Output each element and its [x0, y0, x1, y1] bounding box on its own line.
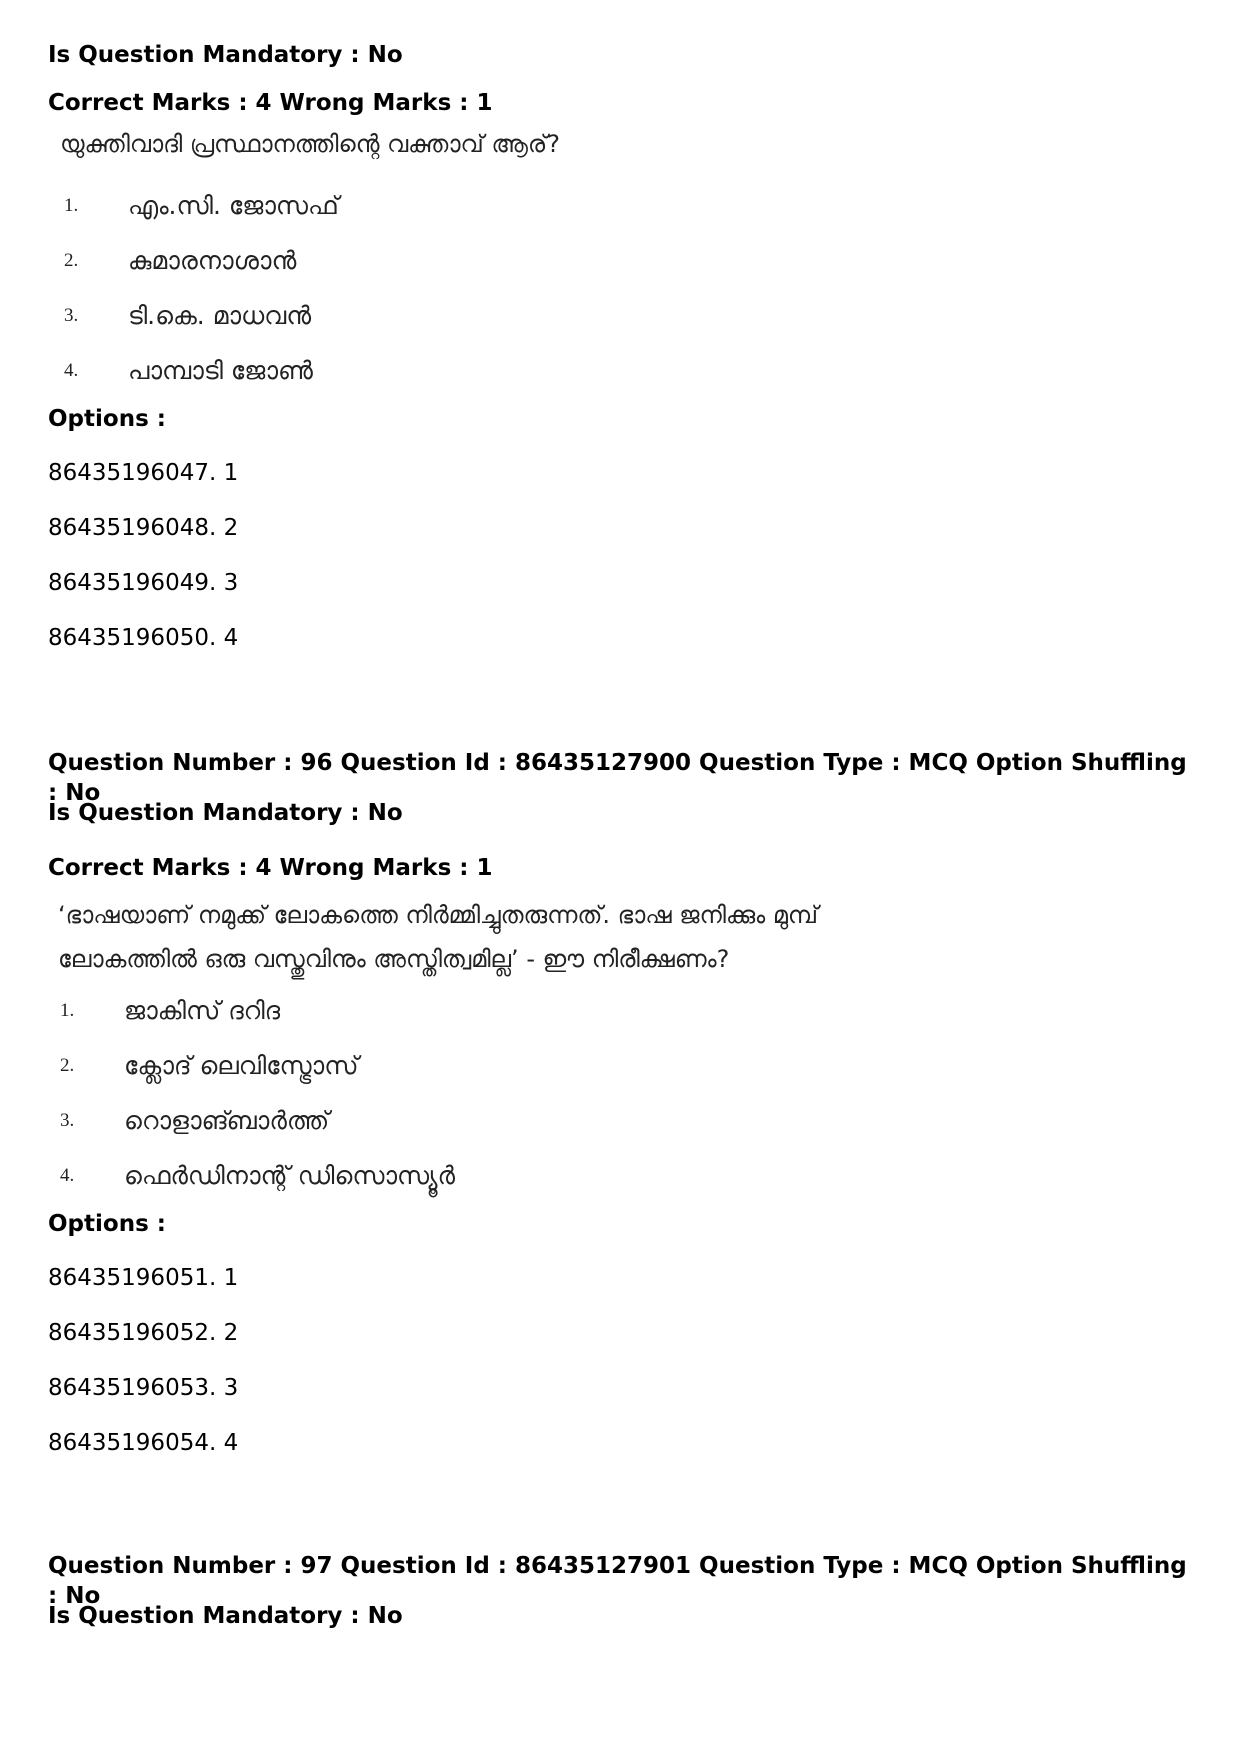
options-label: Options : — [48, 1211, 166, 1237]
choice-item — [60, 1093, 1198, 1148]
choice-text: ക്ലോദ് ലെവിസ്ട്രോസ് — [124, 1050, 359, 1080]
choice-text: കുമാരനാശാൻ — [128, 245, 297, 275]
marks-line: Correct Marks : 4 Wrong Marks : 1 — [48, 90, 493, 116]
choice-item — [60, 1148, 1198, 1203]
choice-number: 4. — [60, 1164, 75, 1186]
choice-number: 4. — [64, 359, 79, 381]
choice-item — [64, 343, 1198, 398]
choice-item — [60, 1038, 1198, 1093]
option-id: 86435196048. 2 — [48, 515, 239, 541]
choice-number: 2. — [64, 249, 79, 271]
choice-number: 1. — [64, 194, 79, 216]
option-id: 86435196052. 2 — [48, 1320, 239, 1346]
choice-number: 3. — [60, 1109, 75, 1131]
options-label: Options : — [48, 406, 166, 432]
mandatory-line: Is Question Mandatory : No — [48, 800, 403, 826]
option-id: 86435196050. 4 — [48, 625, 239, 651]
choice-list — [48, 983, 1198, 1203]
question-96-section — [48, 748, 1198, 1483]
option-id: 86435196054. 4 — [48, 1430, 239, 1456]
choice-item — [64, 178, 1198, 233]
question-text: യുക്തിവാദി പ്രസ്ഥാനത്തിന്റെ വക്താവ് ആര്? — [60, 130, 560, 158]
choice-item — [64, 288, 1198, 343]
option-id: 86435196047. 1 — [48, 460, 239, 486]
question-text-line-1: ‘ഭാഷയാണ് നമുക്ക് ലോകത്തെ നിർമ്മിച്ചുതരുന്നത്. ഭാഷ ജനിക്കും മുമ്പ് — [58, 901, 819, 929]
document-page — [48, 40, 1198, 1641]
choice-text: ഫെർഡിനാന്റ് ഡിസൊസ്യൂർ — [124, 1160, 455, 1190]
choice-text: എം.സി. ജോസഫ് — [128, 190, 339, 220]
mandatory-line: Is Question Mandatory : No — [48, 1603, 403, 1629]
choice-number: 3. — [64, 304, 79, 326]
question-97-section — [48, 1551, 1198, 1641]
option-id: 86435196049. 3 — [48, 570, 239, 596]
choice-number: 2. — [60, 1054, 75, 1076]
choice-text: റൊളാങ്ബാർത്ത് — [124, 1105, 330, 1135]
option-id: 86435196053. 3 — [48, 1375, 239, 1401]
marks-line: Correct Marks : 4 Wrong Marks : 1 — [48, 855, 493, 881]
choice-text: പാമ്പാടി ജോൺ — [128, 355, 313, 385]
choice-item — [60, 983, 1198, 1038]
question-header: Question Number : 97 Question Id : 86435127901 Question Type : MCQ Option Shuffling : No — [48, 1553, 1187, 1609]
question-95-section — [48, 40, 1198, 678]
choice-number: 1. — [60, 999, 75, 1021]
choice-list — [48, 178, 1198, 398]
mandatory-line: Is Question Mandatory : No — [48, 42, 403, 68]
choice-text: ജാകിസ് ദറിദ — [124, 995, 281, 1025]
question-header: Question Number : 96 Question Id : 86435127900 Question Type : MCQ Option Shuffling : No — [48, 750, 1187, 806]
choice-text: ടി.കെ. മാധവൻ — [128, 300, 312, 330]
question-text-line-2: ലോകത്തിൽ ഒരു വസ്തുവിനും അസ്തിത്വമില്ല’ - ഈ നിരീക്ഷണം? — [58, 945, 730, 973]
choice-item — [64, 233, 1198, 288]
option-id: 86435196051. 1 — [48, 1265, 239, 1291]
